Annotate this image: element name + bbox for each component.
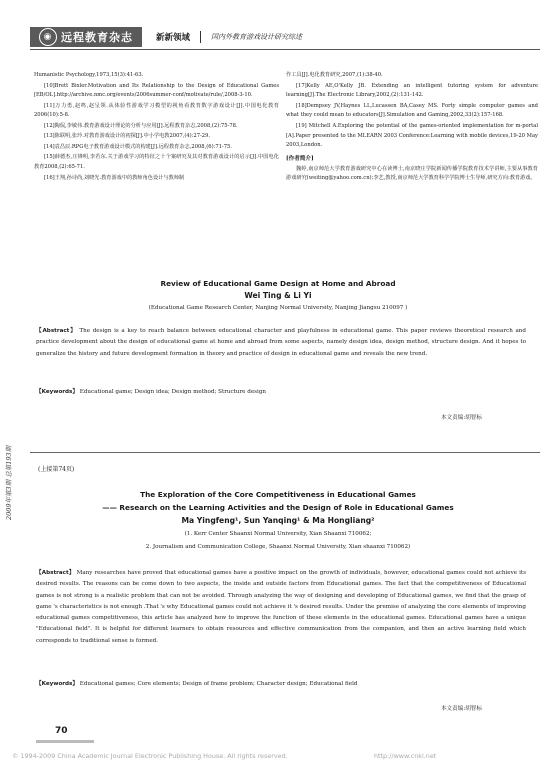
reference-item: [16]王翔,孙诗尚,刘晓光.教育游戏中的教师角色设计与教师制 bbox=[44, 174, 185, 181]
article2-subtitle: —— Research on the Learning Activities and the Design of Role in Educational Games bbox=[102, 503, 454, 512]
footer-url-link[interactable]: http://www.cnki.net bbox=[374, 752, 437, 760]
reference-item: [18]Dempsey JV,Haynes LL,Lucassen BA,Casey MS. Forty simple computer games and what they could mean to educators[J].Simulation and Gaming,2002,33(2):157-168. bbox=[286, 102, 538, 119]
reference-item: 作工具[J].电化教育研究,2007,(1):38-40. bbox=[286, 72, 383, 78]
page-number: 70 bbox=[55, 726, 68, 736]
article1-editor: 本文责编:胡智标 bbox=[440, 415, 482, 421]
author-info-heading: [作者简介] bbox=[286, 156, 314, 163]
reference-item: [12]陶侃,李敏伟.教育游戏设计理论的分析与应用[J].远程教育杂志,2008,(2):75-78. bbox=[44, 122, 238, 129]
reference-item: [19] Mitchell A.Exploring the potential of the games-oriented implementation for m-portal [A].Paper presented to the MLEARN 2003 Conference:Learning with mobile devices,19-20 May 2003,London. bbox=[286, 122, 538, 149]
keywords-tag: 【Keywords】 bbox=[36, 389, 78, 395]
header-section: 新新领域 bbox=[156, 33, 191, 43]
abstract-tag: 【Abstract】 bbox=[36, 570, 75, 576]
article1-title: Review of Educational Game Design at Home and Abroad bbox=[160, 279, 396, 288]
page-number-bar bbox=[36, 740, 94, 743]
article-divider bbox=[30, 452, 540, 453]
article2-authors: Ma Yingfeng¹, Sun Yanqing¹ & Ma Hongliang² bbox=[181, 516, 375, 525]
reference-item: [15]薛德杰,庄锋明,李若东.关于游戏学习的特征之十个案研究及其对教育游戏设计的启示[J].中国电化教育2008,(2):65-71. bbox=[34, 154, 279, 171]
author-info-text: 魏婷,南京师范大学教育游戏研究中心在读博士,南京晓庄学院新闻传播学院教育技术学讲师,主要从事教育游戏研究(weiting@yahoo.com.cn);李艺,教授,南京师范大学教育科学学院博士生导师,研究方向:教育游戏。 bbox=[286, 165, 538, 182]
article2-title: The Exploration of the Core Competitiveness in Educational Games bbox=[140, 490, 416, 499]
article2-editor: 本文责编:胡智标 bbox=[440, 706, 482, 712]
references-right-column bbox=[286, 71, 538, 184]
copyright-footer: © 1994-2009 China Academic Journal Electronic Publishing House. All rights reserved. bbox=[12, 752, 288, 760]
header-topic: 国内外教育游戏设计研究综述 bbox=[211, 33, 303, 41]
reference-item: [13]陈联明,张玲.对教育游戏设计的初探[J].中小学电教2007,(4):27-29. bbox=[44, 133, 211, 140]
article1-keywords bbox=[36, 387, 526, 395]
side-margin bbox=[4, 320, 16, 520]
journal-emblem-icon: ◉ bbox=[39, 28, 57, 46]
abstract-text: The design is a key to reach balance between educational character and playfulness in educational game. This paper reviews theoretical research and practice development about the design of educational game at home and abroad from some aspects, namely design idea, design method, structure design. And it hopes to generalize the history and future development formation in theory and practice of design in educational game and reveals the new trend. bbox=[36, 328, 526, 357]
reference-item: [14]袁昌辰.RPG电子教育游戏设计模式的构建[J].远程教育杂志,2008,(6):71-75. bbox=[44, 143, 232, 150]
keywords-tag: 【Keywords】 bbox=[36, 681, 78, 687]
article1-affiliation: (Educational Game Research Center, Nanjing Normal University, Nanjing Jiangsu 210097 ) bbox=[148, 305, 408, 311]
journal-logo-text: 远程教育杂志 bbox=[61, 31, 133, 44]
article1-abstract bbox=[36, 326, 526, 360]
journal-logo bbox=[30, 27, 142, 47]
reference-item: [11]万力勇,赵鸣,赵呈领.从体验性游戏学习模型的视角看教育数字游戏设计[J].中国电化教育2006(10):5-8. bbox=[34, 102, 279, 119]
article2-abstract bbox=[36, 568, 526, 647]
reference-item: Humanistic Psychology,1973,15(3):41-63. bbox=[34, 72, 144, 78]
references-left-column bbox=[34, 71, 279, 184]
side-issue-text: 2009年第3期 总第193期 bbox=[5, 445, 13, 520]
article2-affiliation-2: 2. Journalism and Communication College, Shaanxi Normal University, Xian shaanxi 710062) bbox=[145, 544, 411, 550]
article2-affiliation-1: (1. Kerr Center Shaanxi Normal University, Xian Shaanxi 710062; bbox=[184, 531, 372, 537]
article1-authors: Wei Ting & Li Yi bbox=[244, 291, 312, 300]
reference-item: [10]Brett Bixler.Motivation and Its Relationship to the Design of Educational Games [EB/OL].http://archive.nmc.org/events/2006summer-conf/motivate/rule/,2008-3-10. bbox=[34, 82, 279, 99]
reference-item: [17]Kelly AE,O'Kelly JB. Extending an intelligent tutoring system for adventure learning[J].The Electronic Library,2002,(2):131-142. bbox=[286, 82, 538, 99]
keywords-text: Educational games; Core elements; Design of frame problem; Character design; Educational field bbox=[79, 681, 358, 687]
keywords-text: Educational game; Design idea; Design method; Structure design bbox=[79, 389, 267, 395]
article2-keywords bbox=[36, 679, 526, 687]
continued-note: (上接第74页) bbox=[38, 466, 75, 473]
header-rule bbox=[30, 49, 540, 50]
abstract-tag: 【Abstract】 bbox=[36, 328, 77, 334]
abstract-text: Many researches have proved that educational games have a positive impact on the growth of individuals, however, educational games could not achieve its desired results. The reasons can be come down to two aspects, the inside and outside factors from Educational games. The fact that the competitiveness of Educational games is not strong is a realistic problem that can not be avoided. Through analyzing the way of designing and developing of Educational games, we find that the grasp of game 's characteristics is not enough .That 's why Educational games could not achieve it 's desired results. Under the premise of analyzing the core elements of improving educational games competitiveness, this article has analyzed how to improve the function of these elements in the educational games. Educational games have a unique "Educational field". It is helpful for different learners to obtain resources and effective communication from the companion, and then an active learning field which corresponds to traditional sense is formed. bbox=[36, 570, 526, 644]
running-header bbox=[30, 26, 540, 48]
header-separator bbox=[200, 31, 201, 43]
